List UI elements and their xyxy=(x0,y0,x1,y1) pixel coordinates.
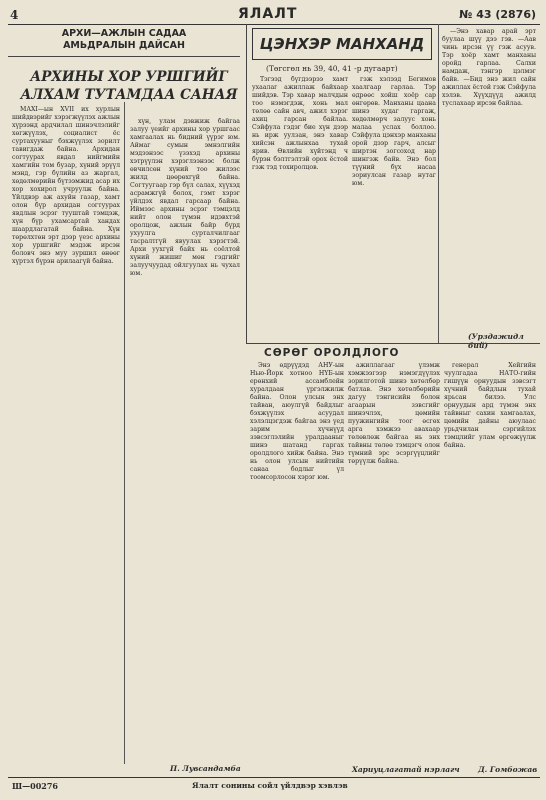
divider xyxy=(8,56,240,57)
article1-col1 xyxy=(12,106,120,766)
divider xyxy=(246,343,540,344)
page-number: 4 xyxy=(10,8,19,22)
article1-author: П. Лувсандамба xyxy=(170,764,241,773)
article2-col1-text: Тэгээд бүгдээрээ хамт ухаалаг ажиллаж байхаар шийдэв. Тэр хавар малчдын тоо нэмэгдэж, хонь мал төлөө сайн авч, ажил хэрэг ахиц гарсан байлаа. Сэйфула гэдэг бие хүн дээр нь ирж уулзан, энэ хавар хийсэн ажлынхаа тухай ярив. Өвлийн хүйтэнд ч бүрэн бэлтгэлтэй орох ёстой гэж тэд тохиролцов. xyxy=(252,76,348,171)
article2-author: (Урздажидл бий) xyxy=(468,332,524,350)
article3-credit: Хариуцлагатай нэрлагч xyxy=(352,765,460,774)
footer-slogan: Ялалт сонины сойл үйлдвэр хэвлэв xyxy=(192,781,348,790)
article3-title: СӨРӨГ ОРОЛДЛОГО xyxy=(264,347,400,359)
article2-col1 xyxy=(252,76,348,338)
article1-title: АРХИНЫ ХОР УРШГИЙГ АЛХАМ ТУТАМДАА САНАЯ xyxy=(20,69,238,103)
article2-col3 xyxy=(442,28,536,328)
column-divider xyxy=(438,24,439,344)
article3-col2-text: ажиллагааг үлэмж хэмжээгээр нэмэгдүүлэх зорилготой шинэ хөтөлбөр батлав. Энэ хөтөлбөрийн дагуу тэнгисийн болон агаарын зэвсгийг шинэчлэх, цөмийн пуужингийн тоог өсгөх арга хэмжээ авахаар төлөвлөж байгаа нь энх тайвны төлөө тэмцэгч олон түмний эрс эсэргүүцлийг төрүүлж байна. xyxy=(348,362,440,465)
header-bar xyxy=(8,6,540,25)
article3-col3-text: генерал Хейгийн чуулгадаа НАТО-гийн гишүүн орнуудын зэвсэгт хүчний байдлын тухай ярьсан билээ. Улс орнуудын ард түмэн энх тайвныг сахин хамгаалах, цөмийн дайны аюулаас урьдчилан сэргийлэх тэмцлийг улам өргөжүүлж байна. xyxy=(444,362,536,449)
article3-col3 xyxy=(444,362,536,764)
article2-col2 xyxy=(352,76,436,338)
article2-title: ЦЭНХЭР МАНХАНД xyxy=(252,28,432,60)
article3-col2 xyxy=(348,362,440,764)
footer-bar xyxy=(8,777,540,794)
column-divider xyxy=(124,102,125,764)
masthead: ЯЛАЛТ xyxy=(238,6,298,22)
article3-col1 xyxy=(250,362,344,764)
article1-col2 xyxy=(130,118,240,766)
column-divider xyxy=(246,24,247,344)
article1-col1-text: МАХI—ын XVII их хурлын шийдвэрийг хэрэгжүүлэх ажлын хүрээнд ардчилал шинэчлэлийг хөгжүүлэх, социалист ёс суртахууныг бэхжүүлэх зорилт тавигдаж байна. Архидан согтуурах явдал нийгмийн хамгийн том бузар, хүний эрүүл мэнд, гэр бүлийн аз жаргал, хөдөлмөрийн бүтээмжид асар их хор хохирол учруулж байна. Үйлдвэр аж ахуйн газар, хамт олон бүр архидан согтуурах явдлын эсрэг тууштай тэмцэж, хүн бүр ухамсартай хандах шаардлагатай байна. Хүн төрөлхтөн эрт дээр үеэс архины хор уршгийг мэдэж ирсэн боловч энэ муу зуршил өнөөг хүртэл бүрэн арилаагүй байна. xyxy=(12,106,120,265)
print-code: Ш—00276 xyxy=(12,781,58,791)
article2-subtitle: (Төгсгөл нь 39, 40, 41 -р дугаарт) xyxy=(266,64,398,73)
article1-col2-text: хүн, улам дэвжиж байгаа залуу үеийг архины хор уршгаас хамгаалах нь бидний үүрэг юм. Аймаг сумын эмнэлгийн мэдээнээс үзэхэд архины хэтрүүлэн хэрэглээнээс болж өвчилсөн хүний тоо жилээс жилд цөөрөхгүй байна. Согтуугаар гэр бүл салах, хүүхэд асрамжгүй болох, гэмт хэрэг үйлдэх явдал гарсаар байна. Иймээс архины эсрэг тэмцэлд нийт олон түмэн идэвхтэй оролцож, ажлын байр бүрд ухуулга сурталчилгааг тасралтгүй явуулах хэрэгтэй. Архи уухгүй байх нь соёлтой хүний жишиг мөн гэдгийг залуучуудад ойлгуулах нь чухал юм. xyxy=(130,118,240,277)
issue-number: № 43 (2876) xyxy=(459,8,536,21)
article3-author: Д. Гомбожав xyxy=(478,765,538,774)
article3-col1-text: Энэ өдрүүдэд АНУ-ын Нью-Йорк хотноо НҮБ-ын ерөнхий ассамблейн хуралдаан үргэлжилж байна. Олон улсын энх тайван, аюулгүй байдлыг бэхжүүлэх асуудал хэлэлцэгдэж байгаа энэ үед зарим хүчнүүд зэвсэглэлийн уралдааныг шинэ шатанд гаргах оролдлого хийж байна. Энэ нь олон улсын нийтийн санаа бодлыг үл тоомсорлосон хэрэг юм. xyxy=(250,362,344,481)
article2-col3-text: —Энэ хавар арай эрт буулаа шүү дээ гэв. —Аав чинь ирсэн үү гэж асуув. Тэр хоёр хамт манханы оройд гарлаа. Салхи намдаж, тэнгэр цэлмэг байв. —Бид энэ жил сайн ажиллах ёстой гэж Сэйфула хэлэв. Хүүхдүүд ажилд туслахаар ирсэн байлаа. xyxy=(442,28,536,107)
newspaper-page xyxy=(8,6,540,794)
article1-kicker: АРХИ—АЖЛЫН САДАА АМЬДРАЛЫН ДАЙСАН xyxy=(61,28,187,51)
article2-col2-text: гэж хэлээд Бегимов хаалгаар гарлаа. Тэр өдрөөс хойш хоёр сар өнгөрөв. Манханы цаана шинэ худаг гаргаж, хөдөлмөрч залуус хонь малаа услах боллоо. Сэйфула цэнхэр манханы орой дээр гарч, алсыг ширтэн зогсоход нар шингэж байв. Энэ бол түүний бүх насаа зориулсан газар нутаг юм. xyxy=(352,76,436,187)
